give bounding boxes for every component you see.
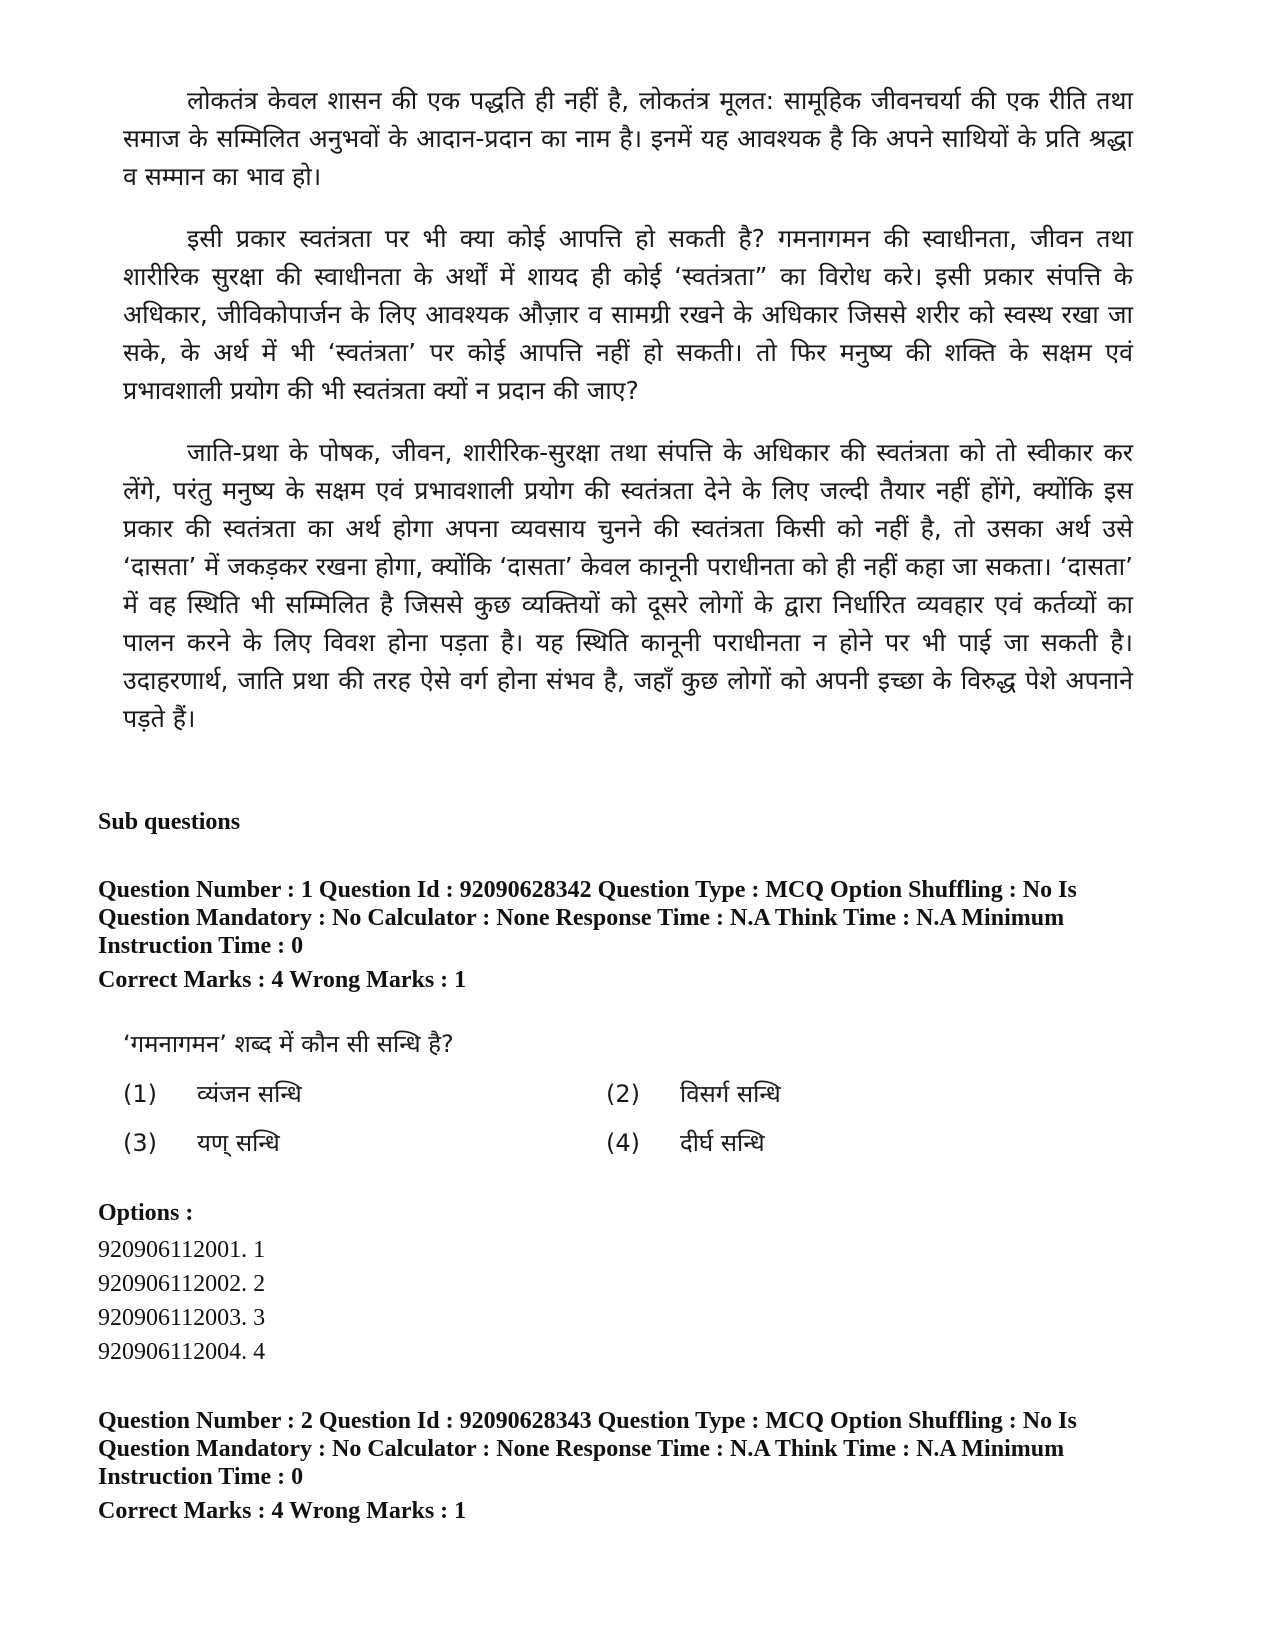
passage-paragraph-2: इसी प्रकार स्वतंत्रता पर भी क्या कोई आपत्ति हो सकती है? गमनागमन की स्वाधीनता, जीवन तथा शारीरिक सुरक्षा की स्वाधीनता के अर्थों में शायद ही कोई ‘स्वतंत्रता” का विरोध करे। इसी प्रकार संपत्ति के अधिकार, जीविकोपार्जन के लिए आवश्यक औज़ार व सामग्री रखने के अधिकार जिससे शरीर को स्वस्थ रखा जा सके, के अर्थ में भी ‘स्वतंत्रता’ पर कोई आपत्ति नहीं हो सकती। तो फिर मनुष्य की शक्ति के सक्षम एवं प्रभावशाली प्रयोग की भी स्वतंत्रता क्यों न प्रदान की जाए? [123, 224, 1133, 405]
choice-number: (2) [606, 1080, 640, 1108]
question-1-marks: Correct Marks : 4 Wrong Marks : 1 [98, 967, 467, 993]
question-1-choice-4 [606, 1127, 765, 1159]
option-item: 920906112003. 3 [98, 1305, 266, 1331]
choice-number: (3) [123, 1129, 157, 1157]
question-1-meta-line-1: Question Number : 1 Question Id : 92090628342 Question Type : MCQ Option Shuffling : No Is [98, 877, 1077, 903]
passage-paragraph-1: लोकतंत्र केवल शासन की एक पद्धति ही नहीं है, लोकतंत्र मूलत: सामूहिक जीवनचर्या की एक रीति तथा समाज के सम्मिलित अनुभवों के आदान-प्रदान का नाम है। इनमें यह आवश्यक है कि अपने साथियों के प्रति श्रद्धा व सम्मान का भाव हो। [123, 86, 1133, 191]
option-item: 920906112004. 4 [98, 1339, 266, 1365]
question-1-meta-line-2: Question Mandatory : No Calculator : None Response Time : N.A Think Time : N.A Minimum [98, 905, 1065, 931]
question-1-metadata [98, 876, 1178, 994]
choice-label: विसर्ग सन्धि [680, 1080, 781, 1108]
question-1-choice-3 [123, 1127, 280, 1159]
choice-number: (4) [606, 1129, 640, 1157]
choice-label: दीर्घ सन्धि [680, 1129, 765, 1157]
question-1-text: ‘गमनागमन’ शब्द में कौन सी सन्धि है? [123, 1030, 454, 1058]
question-1-choice-1 [123, 1078, 302, 1110]
question-2-meta-line-2: Question Mandatory : No Calculator : None Response Time : N.A Think Time : N.A Minimum [98, 1436, 1065, 1462]
options-list [98, 1233, 265, 1369]
question-2-meta-line-1: Question Number : 2 Question Id : 92090628343 Question Type : MCQ Option Shuffling : No Is [98, 1408, 1077, 1434]
option-item: 920906112001. 1 [98, 1237, 266, 1263]
question-2-meta-line-3: Instruction Time : 0 [98, 1464, 304, 1490]
options-heading: Options : [98, 1200, 194, 1226]
passage [123, 82, 1133, 762]
choice-label: यण् सन्धि [197, 1129, 280, 1157]
choice-label: व्यंजन सन्धि [197, 1080, 302, 1108]
choice-number: (1) [123, 1080, 157, 1108]
question-2-marks: Correct Marks : 4 Wrong Marks : 1 [98, 1498, 467, 1524]
sub-questions-heading: Sub questions [98, 809, 241, 835]
question-2-metadata [98, 1407, 1178, 1525]
question-1-meta-line-3: Instruction Time : 0 [98, 933, 304, 959]
passage-paragraph-3: जाति-प्रथा के पोषक, जीवन, शारीरिक-सुरक्षा तथा संपत्ति के अधिकार की स्वतंत्रता को तो स्वीकार कर लेंगे, परंतु मनुष्य के सक्षम एवं प्रभावशाली प्रयोग की स्वतंत्रता देने के लिए जल्दी तैयार नहीं होंगे, क्योंकि इस प्रकार की स्वतंत्रता का अर्थ होगा अपना व्यवसाय चुनने की स्वतंत्रता किसी को नहीं है, तो उसका अर्थ उसे ‘दासता’ में जकड़कर रखना होगा, क्योंकि ‘दासता’ केवल कानूनी पराधीनता को ही नहीं कहा जा सकता। ‘दासता’ में वह स्थिति भी सम्मिलित है जिससे कुछ व्यक्तियों को दूसरे लोगों के द्वारा निर्धारित व्यवहार एवं कर्तव्यों का पालन करने के लिए विवश होना पड़ता है। यह स्थिति कानूनी पराधीनता न होने पर भी पाई जा सकती है। उदाहरणार्थ, जाति प्रथा की तरह ऐसे वर्ग होना संभव है, जहाँ कुछ लोगों को अपनी इच्छा के विरुद्ध पेशे अपनाने पड़ते हैं। [123, 438, 1133, 733]
option-item: 920906112002. 2 [98, 1271, 266, 1297]
question-1-choice-2 [606, 1078, 781, 1110]
